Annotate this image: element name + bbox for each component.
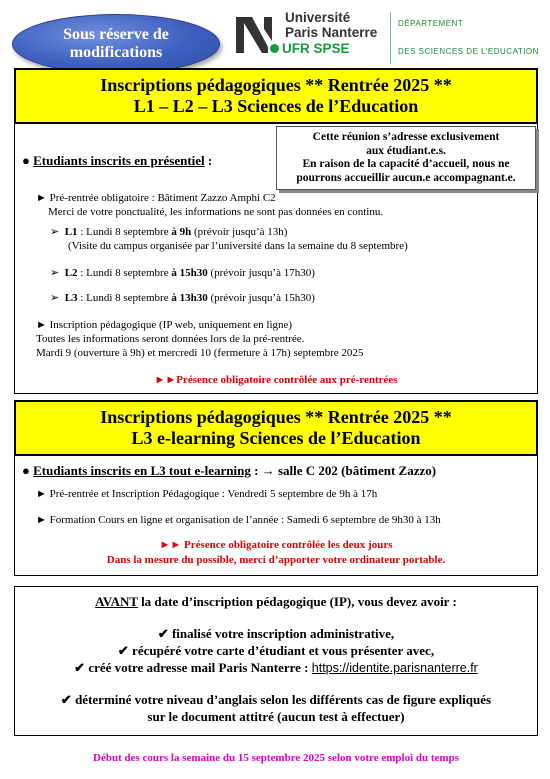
section1-title-line2: L1 – L2 – L3 Sciences de l’Education <box>133 96 419 116</box>
check-icon: ✔ <box>117 643 129 658</box>
l1-note: (Visite du campus organisée par l’université dans la semaine du 8 septembre) <box>68 240 408 252</box>
avant-label: AVANT <box>95 594 138 609</box>
notice-line4: pourrons accueillir aucun.e accompagnant.e. <box>296 171 516 184</box>
arrow-icon: ► <box>36 319 47 331</box>
l2-text-a: : Lundi 8 septembre <box>77 267 172 279</box>
check-icon: ✔ <box>60 692 72 707</box>
sub-arrow-icon: ➢ <box>50 292 60 304</box>
notice-line2: aux étudiant.e.s. <box>366 144 446 157</box>
sub-arrow-icon: ➢ <box>50 226 60 238</box>
arrow-icon: ► <box>36 488 47 500</box>
check-icon: ✔ <box>157 626 169 641</box>
section1-heading-suffix: : <box>204 153 213 168</box>
checklist-item1 <box>14 626 538 642</box>
checklist-item2 <box>14 643 538 659</box>
section1-title-box <box>14 68 538 124</box>
department-line1: DÉPARTEMENT <box>398 19 464 28</box>
ip-line <box>36 319 292 332</box>
ip-dates: Mardi 9 (ouverture à 9h) et mercredi 10 (fermeture à 17h) septembre 2025 <box>36 347 364 359</box>
section2-title-box <box>14 400 538 456</box>
university-logo-icon <box>234 13 274 57</box>
l3-text-b: (prévoir jusqu’à 15h30) <box>207 292 315 304</box>
intro-text: la date d’inscription pédagogique (IP), vous devez avoir : <box>137 594 457 609</box>
notice-line1: Cette réunion s’adresse exclusivement <box>312 131 500 143</box>
reserve-badge <box>12 14 220 74</box>
arrow-icon: ► <box>36 192 47 204</box>
section1-heading-text: Etudiants inscrits en présentiel <box>33 153 205 168</box>
item3-text: créé votre adresse mail Paris Nanterre : <box>85 660 312 675</box>
footer-text: Début des cours la semaine du 15 septembre 2025 selon votre emploi du temps <box>93 752 459 764</box>
item2-text: récupéré votre carte d’étudiant et vous présenter avec, <box>128 643 435 658</box>
elearning-line1-text: Pré-rentrée et Inscription Pédagogique : Vendredi 5 septembre de 9h à 17h <box>49 488 378 500</box>
l2-time: à 15h30 <box>171 267 208 279</box>
prerentree-text: Pré-rentrée obligatoire : Bâtiment Zazzo Amphi C2 <box>49 192 276 204</box>
ufr-name: UFR SPSE <box>282 41 350 56</box>
attendance-notice <box>276 126 536 190</box>
elearning-line2 <box>36 514 441 527</box>
section2-presence: ►► Présence obligatoire contrôlée les deux jours <box>159 539 393 551</box>
l1-time: à 9h <box>171 226 192 238</box>
badge-line2: modifications <box>69 44 163 61</box>
identite-link[interactable]: https://identite.parisnanterre.fr <box>311 661 478 675</box>
item4-line1: déterminé votre niveau d’anglais selon les différents cas de figure expliqués <box>71 692 492 707</box>
section1-presence: ►►Présence obligatoire contrôlée aux pré-rentrées <box>154 374 398 386</box>
prerentree-line <box>36 192 276 205</box>
l1-text-b: (prévoir jusqu’à 13h) <box>191 226 288 238</box>
elearning-line2-text: Formation Cours en ligne et organisation de l’année : Samedi 6 septembre de 9h30 à 13h <box>49 514 441 526</box>
arrow-icon: ► <box>36 514 47 526</box>
section2-title-line1: Inscriptions pédagogiques ** Rentrée 2025 ** <box>100 407 452 427</box>
section2-heading-suffix: : → salle C 202 (bâtiment Zazzo) <box>250 463 437 478</box>
l3-line <box>50 292 315 305</box>
ip-line-text: Inscription pédagogique (IP web, uniquement en ligne) <box>49 319 293 331</box>
header-divider <box>390 12 391 64</box>
l2-label: L2 <box>64 267 78 279</box>
badge-line1: Sous réserve de <box>63 26 169 43</box>
l2-line <box>50 267 315 280</box>
bullet-icon: ● <box>22 463 30 478</box>
section1-title-line1: Inscriptions pédagogiques ** Rentrée 2025 ** <box>100 75 452 95</box>
l1-label: L1 <box>64 226 78 238</box>
l1-line <box>50 226 287 239</box>
elearning-line1 <box>36 488 377 501</box>
checklist-item3 <box>14 660 538 676</box>
ponctualite-text: Merci de votre ponctualité, les informations ne sont pas données en continu. <box>48 206 384 218</box>
checklist-item4-line2: sur le document attitré (aucun test à effectuer) <box>147 709 405 724</box>
ip-info: Toutes les informations seront données lors de la pré-rentrée. <box>36 333 305 345</box>
section1-heading <box>22 153 212 169</box>
l1-text-a: : Lundi 8 septembre <box>77 226 172 238</box>
l2-text-b: (prévoir jusqu’à 17h30) <box>207 267 315 279</box>
section2-laptop: Dans la mesure du possible, merci d’apporter votre ordinateur portable. <box>106 554 446 566</box>
notice-line3: En raison de la capacité d’accueil, nous ne <box>302 158 510 170</box>
bullet-icon: ● <box>22 153 30 168</box>
section2-heading-text: Etudiants inscrits en L3 tout e-learning <box>33 463 251 478</box>
l3-text-a: : Lundi 8 septembre <box>77 292 172 304</box>
check-icon: ✔ <box>74 660 86 675</box>
department-line2: DES SCIENCES DE L’EDUCATION <box>398 47 539 56</box>
item1-text: finalisé votre inscription administrative, <box>168 626 395 641</box>
sub-arrow-icon: ➢ <box>50 267 60 279</box>
section2-heading <box>22 463 436 479</box>
university-name-line1: Université <box>285 10 351 25</box>
ufr-dot-icon <box>270 44 279 53</box>
checklist-item4 <box>14 692 538 708</box>
section3-intro <box>14 594 538 610</box>
section2-title-line2: L3 e-learning Sciences de l’Education <box>131 428 421 448</box>
l3-label: L3 <box>64 292 78 304</box>
university-name-line2: Paris Nanterre <box>285 25 378 40</box>
l3-time: à 13h30 <box>171 292 208 304</box>
